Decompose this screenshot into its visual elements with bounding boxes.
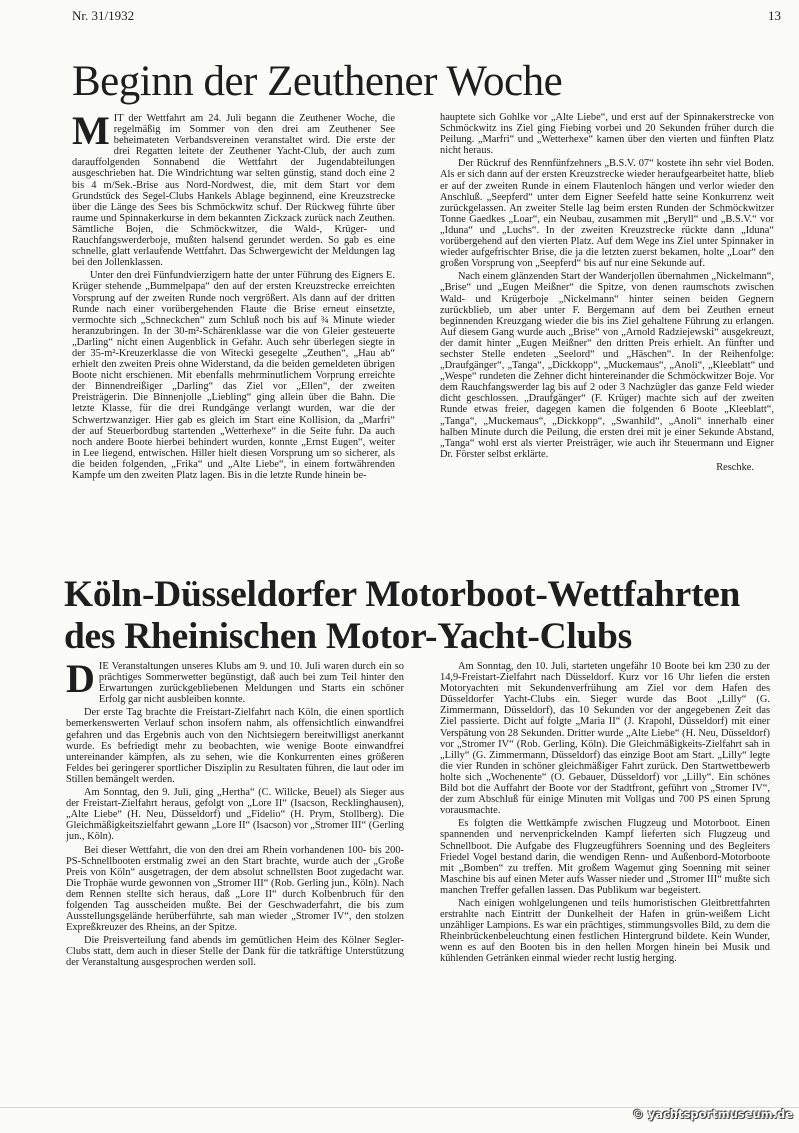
drop-cap: D	[66, 656, 95, 701]
article-paragraph: Am Sonntag, den 10. Juli, starteten ungefähr 10 Boote bei km 230 zu der 14,9-Freistart-Zielfahrt nach Düsseldorf. Kurz vor 16 Uhr liefen die ersten Motoryachten mit Sekundenverfrühung am Ziel vor dem Hafen des Düsseldorfer Yacht-Clubs ein. Sieger wurde das Boot „Lilly“ (G. Zimmermann, Düsseldorf), das 10 Sekunden vor der angegebenen Zeit das Ziel passierte. Dicht auf folgte „Maria II“ (J. Krapohl, Düsseldorf) mit einer Verspätung von 28 Sekunden. Dritter wurde „Alte Liebe“ (H. Neu, Düsseldorf) vor „Stromer IV“ (Rob. Gerling, Köln). Die Gleichmäßigkeits-Zielfahrt sah in „Lilly“ (G. Zimmermann, Düsseldorf) das einzige Boot am Start. „Lilly“ legte die vier Runden in schöner gleichmäßiger Fahrt zurück. Den Startwettbewerb holte sich „Wochenente“ (O. Gebauer, Düsseldorf) vor „Lilly“. Ein schönes Bild bot die Auffahrt der Boote vor der Stadtfront, geführt von „Stromer IV“, der zum Abschluß für einige Minuten mit Vollgas und 700 PS einen Sprung vorausmachte.	[440, 661, 770, 817]
title-line: Köln-Düsseldorfer Motorboot-Wettfahrten	[64, 574, 741, 615]
drop-cap: M	[72, 108, 110, 153]
article-title-zeuthener-woche: Beginn der Zeuthener Woche	[72, 58, 563, 105]
issue-number: Nr. 31/1932	[72, 8, 135, 23]
article-paragraph: Nach einem glänzenden Start der Wanderjollen übernahmen „Nickelmann“, „Brise“ und „Eugen Meißner“ die Spitze, von denen raumschots zwischen Wald- und Krügerboje „Nickelmann“ hinter seinen beiden Gegnern zurückblieb, um aber unter F. Bergemann auf dem bei Zeuthen erneut beginnenden Kreuzgang wieder die bis ins Ziel gehaltene Führung zu erlangen. Auf diesem Gang wurde auch „Brise“ von „Arnold Radziejewski“ ausgekreuzt, der damit hinter „Eugen Meißner“ den dritten Preis erhielt. An fünfter und sechster Stelle endeten „Seelord“ und „Häschen“. In der Reihenfolge: „Draufgänger“, „Tanga“, „Dickkopp“, „Muckemaus“, „Anoli“, „Kleeblatt“ und „Wespe“ rundeten die Zehner dicht hintereinander die Schmöckwitzer Boje. Vor dem Rauchfangswerder lag bis auf 2 oder 3 Nachzügler das ganze Feld wieder dicht geschlossen. „Draufgänger“ (F. Krüger) machte sich auf der zweiten Runde etwas freier, dagegen kamen die folgenden 6 Boote „Kleeblatt“, „Tanga“, „Muckemaus“, „Dickkopp“, „Swanhild“, „Anoli“ innerhalb einer halben Minute durch die Peilung, die ersten drei mit je einer Sekunde Abstand, „Tanga“ wohl erst als vierter Preisträger, wie auch ihr Steuermann und Eigner Dr. Förster selbst erklärte.	[440, 271, 774, 460]
article-title-koeln-duesseldorf	[64, 574, 740, 658]
article-paragraph: Nach einigen wohlgelungenen und teils humoristischen Gleitbrettfahrten erstrahlte nach Eintritt der Dunkelheit der Hafen in grün-weißem Licht unzähliger Lampions. Es war ein prächtiges, stimmungsvolles Bild, zu dem die Rheinbrückenbeleuchtung einen festlichen Hintergrund bildete. Kein Wunder, wenn es auf den Booten bis in den hellen Morgen hinein bei Musik und kühlenden Getränken einmal wieder recht lustig herging.	[440, 897, 770, 965]
article-paragraph: Es folgten die Wettkämpfe zwischen Flugzeug und Motorboot. Einen spannenden und nervenprickelnden Kampf lieferten sich Flugzeug und Schnellboot. Die Aufgabe des Flugzeugführers Soenning und des Begleiters Friedel Vogel bestand darin, die wendigen Renn- und Außenbord-Motorboote mit „Bomben“ zu treffen. Mit großem Wagemut ging Soenning mit seiner Maschine bis auf einen Meter aufs Wasser nieder und „Stromer III“ mußte sich manchen Treffer gefallen lassen. Das Publikum war begeistert.	[440, 818, 770, 896]
article-paragraph: Der Rückruf des Rennfünfzehners „B.S.V. 07“ kostete ihn sehr viel Boden. Als er sich dann auf der ersten Kreuzstrecke wieder heraufgearbeitet hatte, blieb er auf der zweiten Runde in einem Flautenloch hängen und verlor wieder den Anschluß. „Seepferd“ unter dem Eigner Seefeld hatte seine Konkurrenz weit zurückgelassen. An zweiter Stelle lag beim ersten Runden der Schmöckwitzer Tonne Gaedkes „Loar“, ein Neubau, zusammen mit „Beryll“ und „B.S.V.“ vor „Iduna“ und „Luchs“. In der zweiten Kreuzstrecke rückte dann „Iduna“ vorübergehend auf den vierten Platz. Auf dem Wege ins Ziel unter Spinnaker in wieder aufgefrischter Brise, die ja die letzten zuerst bekamen, holte „Loar“ den großen Vorsprung von „Seepferd“ bis auf nur eine Sekunde auf.	[440, 158, 774, 270]
author-signature: Reschke.	[716, 461, 754, 473]
article-paragraph: MIT der Wettfahrt am 24. Juli begann die Zeuthener Woche, die regelmäßig im Sommer von den drei am Zeuthener See beheimateten Verbandsvereinen veranstaltet wird. Die erste der drei Regatten leitete der Zeuthener Yacht-Club, der auch zum darauffolgenden Sonnabend die Wettfahrt der Jugendabteilungen ausgeschrieben hat. Die Windrichtung war selten günstig, stand doch eine 2 bis 4 m/Sek.-Brise aus Nord-Nordwest, die, mit dem Start vor dem Grundstück des Segel-Clubs Hankels Ablage beginnend, eine Kreuzstrecke über die Länge des Sees bis Schmöckwitz schuf. Der Rückweg führte über raume und Spinnakerkurse in dem bekannten Zickzack zurück nach Zeuthen. Sämtliche Bojen, die Schmöckwitzer, die Wald-, Krüger- und Rauchfangswerderboje, mußten halsend gerundet werden. So gab es eine schnelle, glatt verlaufende Wettfahrt. Das Schwergewicht der Meldungen lag bei den Jollenklassen.	[72, 108, 395, 269]
article-paragraph: Bei dieser Wettfahrt, die von den drei am Rhein vorhandenen 100- bis 200-PS-Schnellbooten erstmalig zwei an den Start brachte, wurde auch der „Große Preis von Köln“ ausgetragen, der dem absolut schnellsten Boot zugedacht war. Die Trophäe wurde gewonnen von „Stromer III“ (Rob. Gerling jun., Köln). Nach dem Rennen stellte sich heraus, daß „Lore II“ durch Kolbenbruch für den folgenden Tag ausscheiden mußte. Bei der Geschwaderfahrt, die bis zum Ausstellungsgelände herüberführte, sah man wieder „Stromer IV“, den stolzen Expreßkreuzer des Rheins, an der Spitze.	[66, 844, 404, 934]
article-paragraph: Der erste Tag brachte die Freistart-Zielfahrt nach Köln, die einen sportlich bemerkenswerten Verlauf schon insofern nahm, als offensichtlich einwandfrei gefahren und das Ergebnis auch von den Nichtsiegern bereitwilligst anerkannt wurde. Es befriedigt mehr zu beobachten, wie wenige Boote einwandfrei untereinander kämpfen, als zu sehen, wie die Konkurrenten eines größeren Feldes bei geringerer sportlicher Disziplin zu Resultaten führen, die laut oder im Stillen bemängelt werden.	[66, 707, 404, 785]
article-paragraph: Die Preisverteilung fand abends im gemütlichen Heim des Kölner Segler-Clubs statt, dem auch in dieser Stelle der Dank für die tatkräftige Unterstützung der Veranstaltung ausgesprochen werden soll.	[66, 935, 404, 969]
article2-right-column	[440, 661, 770, 967]
article1-right-column	[440, 112, 774, 473]
article-paragraph: Am Sonntag, den 9. Juli, ging „Hertha“ (C. Willcke, Beuel) als Sieger aus der Freistart-Zielfahrt heraus, gefolgt von „Lore II“ (Isacson, Recklinghausen), „Alte Liebe“ (H. Neu, Düsseldorf) und „Fidelio“ (H. Prym, Stollberg). Die Gleichmäßigkeitszielfahrt gewann „Lore II“ (Isacson) vor „Stromer III“ (Gerling jun., Köln).	[66, 787, 404, 843]
article1-left-column	[72, 108, 395, 483]
article2-left-column	[66, 656, 404, 971]
article-paragraph: DIE Veranstaltungen unseres Klubs am 9. und 10. Juli waren durch ein so prächtiges Sommerwetter begünstigt, daß auch bei zum Teil hinter den Erwartungen zurückgebliebenen Meldungen und Starts ein schöner Erfolg gar nicht ausbleiben konnte.	[66, 656, 404, 706]
watermark: © yachtsportmuseum.de	[632, 1107, 793, 1121]
page-number: 13	[768, 8, 781, 23]
article-paragraph: Unter den drei Fünfundvierzigern hatte der unter Führung des Eigners E. Krüger stehende „Bummelpapa“ den auf der ersten Kreuzstrecke erreichten Vorsprung auf der zweiten Runde noch vergrößert. Als dann auf der dritten Runde nach einer vorübergehenden Flaute die Brise erneut einsetzte, vermochte sich „Schneckchen“ zum Schluß noch bis auf ¾ Minute wieder heranzubringen. In der 30-m²-Schärenklasse war die von Gleier gesteuerte „Darling“ nicht einen Augenblick in Gefahr. Auch sehr überlegen siegte in der 35-m²-Kreuzerklasse die von Witecki gesegelte „Zeuthen“, „Hau ab“ erhielt den zweiten Preis ohne Widerstand, da die beiden gemeldeten übrigen Boote nicht erschienen. Mit ebenfalls mehrminutlichem Vorprung erreichte der Binnendreißiger „Darling“ das Ziel vor „Ellen“, der zweiten Preisträgerin. Die Binnenjolle „Liebling“ ging allein über die Bahn. Die letzte Klasse, für die drei Rundgänge verlangt wurden, war die der Schwertzwanziger. Hier gab es gleich im Start eine Kollision, da „Marfri“ der auf Steuerbordbug startenden „Wetterhexe“ in die Seite fuhr. Da auch noch andere Boote hierbei behindert wurden, konnte „Ernst Eugen“, weiter in Lee liegend, entwischen. Hiller hielt diesen Vorsprung um so sicherer, als die beiden folgenden, „Frika“ und „Alte Liebe“, in einem fortwährenden Kampfe um den zweiten Platz lagen. Bis in die letzte Runde hinein be-	[72, 270, 395, 481]
title-line: des Rheinischen Motor-Yacht-Clubs	[64, 616, 632, 657]
article-paragraph: hauptete sich Gohlke vor „Alte Liebe“, und erst auf der Spinnakerstrecke von Schmöckwitz ins Ziel ging Fiebing vorbei und 20 Sekunden früher durch die Peilung. „Marfri“ und „Wetterhexe“ kamen über den vierten und fünften Platz nicht heraus.	[440, 112, 774, 157]
